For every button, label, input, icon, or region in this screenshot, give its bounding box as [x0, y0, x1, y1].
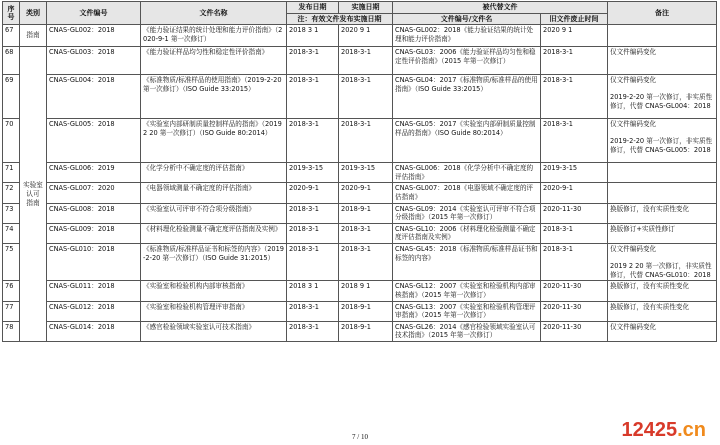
cell-name: 《实验室和检验机构内部审核指南》 — [141, 281, 287, 301]
cell-code: CNAS-GL003：2018 — [47, 47, 141, 75]
cell-code: CNAS-GL004：2018 — [47, 75, 141, 119]
cell-seq: 70 — [3, 119, 20, 163]
cell-seq: 78 — [3, 321, 20, 341]
cell-pub-date: 2018-3-1 — [287, 301, 339, 321]
category-line: 指南 — [26, 198, 40, 207]
cell-name: 《化学分析中不确定度的评估指南》 — [141, 163, 287, 183]
cell-impl-date: 2018-3-1 — [339, 119, 393, 163]
table-row — [3, 321, 717, 341]
cell-old-abolish: 2020-11-30 — [541, 301, 608, 321]
cell-remark: 换版修订+实质性修订 — [608, 223, 717, 243]
cell-code: CNAS-GL009：2018 — [47, 223, 141, 243]
cell-impl-date: 2020-9-1 — [339, 183, 393, 203]
table-row — [3, 163, 717, 183]
cell-old-abolish: 2018-3-1 — [541, 223, 608, 243]
cell-old-abolish: 2020-9-1 — [541, 183, 608, 203]
cell-code: CNAS-GL002：2018 — [47, 25, 141, 47]
cell-seq: 67 — [3, 25, 20, 47]
cell-old-abolish: 2019-3-15 — [541, 163, 608, 183]
cell-replaced: CNAS-GL09：2014《实验室认可评审不符合项分级指南》（2015 年第一次修订） — [393, 203, 541, 223]
cell-old-abolish: 2018-3-1 — [541, 75, 608, 119]
cell-pub-date: 2020-9-1 — [287, 183, 339, 203]
header-replaced-code: 文件编号/文件名 — [393, 13, 541, 25]
table-row — [3, 243, 717, 280]
category-line: 实验室 — [23, 180, 43, 189]
cell-code: CNAS-GL011：2018 — [47, 281, 141, 301]
cell-name: 《实验室认可评审不符合项分级指南》 — [141, 203, 287, 223]
cell-category-lab — [20, 47, 47, 342]
cell-seq: 71 — [3, 163, 20, 183]
cell-pub-date: 2018-3-1 — [287, 75, 339, 119]
cell-pub-date: 2018-3-1 — [287, 203, 339, 223]
cell-old-abolish: 2020-11-30 — [541, 203, 608, 223]
cell-seq: 73 — [3, 203, 20, 223]
header-old-abolish: 旧文件废止时间 — [541, 13, 608, 25]
cell-code: CNAS-GL007：2020 — [47, 183, 141, 203]
cell-seq: 74 — [3, 223, 20, 243]
cell-impl-date: 2019-3-15 — [339, 163, 393, 183]
cell-replaced: CNAS-GL002：2018《能力验证结果的统计处理和能力评价指南》 — [393, 25, 541, 47]
cell-remark: 仅文件编码变化 2019-2-20 第一次修订，非实质性修订，代替 CNAS-GL005：2018 — [608, 119, 717, 163]
cell-old-abolish: 2020 9 1 — [541, 25, 608, 47]
cell-code: CNAS-GL008：2018 — [47, 203, 141, 223]
table-row — [3, 203, 717, 223]
watermark-logo — [621, 419, 706, 442]
cell-remark — [608, 183, 717, 203]
cell-old-abolish: 2018-3-1 — [541, 119, 608, 163]
cell-replaced: CNAS-GL13：2007《实验室和检验机构管理评审指南》（2015 年第一次修订） — [393, 301, 541, 321]
table-body — [3, 25, 717, 342]
cell-code: CNAS-GL014：2018 — [47, 321, 141, 341]
cell-impl-date: 2018-9-1 — [339, 321, 393, 341]
cell-replaced: CNAS-GL05：2017《实验室内部研制质量控制样品的指南》（ISO Guide 80:2014） — [393, 119, 541, 163]
cell-name: 《材料理化检验测量不确定度评估指南及实例》 — [141, 223, 287, 243]
header-replaced: 被代替文件 — [393, 2, 608, 14]
cell-replaced: CNAS-GL03：2006《能力验证样品均匀性和稳定性评价指南》（2015 年第一次修订） — [393, 47, 541, 75]
cell-impl-date: 2020 9 1 — [339, 25, 393, 47]
cell-code: CNAS-GL010：2018 — [47, 243, 141, 280]
cell-pub-date: 2018-3-1 — [287, 243, 339, 280]
cell-code: CNAS-GL012：2018 — [47, 301, 141, 321]
header-category: 类别 — [20, 2, 47, 25]
cell-name: 《感官检验领域实验室认可技术指南》 — [141, 321, 287, 341]
header-date-note: 注：有效文件发布实施日期 — [287, 13, 393, 25]
cell-impl-date: 2018 9 1 — [339, 281, 393, 301]
cell-name: 《标准物质/标准样品的使用指南》（2019-2-20 第一次修订）（ISO Guide 33:2015） — [141, 75, 287, 119]
cell-name: 《标准物质/标准样品证书和标签的内容》（2019-2-20 第一次修订）（ISO Guide 31:2015） — [141, 243, 287, 280]
cell-code: CNAS-GL005：2018 — [47, 119, 141, 163]
table-row — [3, 281, 717, 301]
cell-seq: 75 — [3, 243, 20, 280]
cell-old-abolish: 2018-3-1 — [541, 243, 608, 280]
cell-impl-date: 2018-3-1 — [339, 75, 393, 119]
cell-remark: 仅文件编码变化 2019 2 20 第一次修订，非实质性修订，代替 CNAS-GL010：2018 — [608, 243, 717, 280]
cell-pub-date: 2018-3-1 — [287, 47, 339, 75]
watermark-dot: . — [677, 419, 683, 441]
cell-old-abolish: 2020-11-30 — [541, 321, 608, 341]
header-name: 文件名称 — [141, 2, 287, 25]
table-row — [3, 75, 717, 119]
table-row — [3, 25, 717, 47]
cell-code: CNAS-GL006：2019 — [47, 163, 141, 183]
cell-replaced: CNAS-GL45：2018《标准物质/标准样品证书和标签的内容》 — [393, 243, 541, 280]
cell-pub-date: 2018 3 1 — [287, 281, 339, 301]
cell-impl-date: 2018-3-1 — [339, 243, 393, 280]
cell-replaced: CNAS-GL006：2018《化学分析中不确定度的评估指南》 — [393, 163, 541, 183]
table-row — [3, 223, 717, 243]
cell-pub-date: 2019-3-15 — [287, 163, 339, 183]
cell-remark: 换版修订，没有实质性变化 — [608, 203, 717, 223]
cell-seq: 77 — [3, 301, 20, 321]
header-pub-date: 发布日期 — [287, 2, 339, 14]
cell-name: 《实验室内部研制质量控制样品的指南》（2019 2 20 第一次修订）（ISO Guide 80:2014） — [141, 119, 287, 163]
cell-old-abolish: 2018-3-1 — [541, 47, 608, 75]
header-code: 文件编号 — [47, 2, 141, 25]
watermark-suffix: cn — [682, 419, 706, 441]
cell-replaced: CNAS-GL10：2006《材料理化检验测量不确定度评估指南及实例》 — [393, 223, 541, 243]
cell-remark: 换版修订，没有实质性变化 — [608, 281, 717, 301]
cell-seq: 69 — [3, 75, 20, 119]
cell-pub-date: 2018-3-1 — [287, 119, 339, 163]
cell-seq: 76 — [3, 281, 20, 301]
cell-seq: 72 — [3, 183, 20, 203]
cell-impl-date: 2018-3-1 — [339, 47, 393, 75]
table-row — [3, 119, 717, 163]
cell-seq: 68 — [3, 47, 20, 75]
cell-old-abolish: 2020-11-30 — [541, 281, 608, 301]
cell-pub-date: 2018-3-1 — [287, 223, 339, 243]
header-seq: 序号 — [3, 2, 20, 25]
standards-table — [2, 1, 717, 342]
cell-impl-date: 2018-9-1 — [339, 203, 393, 223]
cell-pub-date: 2018 3 1 — [287, 25, 339, 47]
cell-category-guide: 指南 — [20, 25, 47, 47]
category-line: 认可 — [26, 189, 40, 198]
header-impl-date: 实施日期 — [339, 2, 393, 14]
cell-remark: 仅文件编码变化 — [608, 47, 717, 75]
cell-replaced: CNAS-GL12：2007《实验室和检验机构内部审核指南》（2015 年第一次修订） — [393, 281, 541, 301]
table-row — [3, 183, 717, 203]
cell-replaced: CNAS-GL26：2014《感官检验领域实验室认可技术指南》（2015 年第一次修订） — [393, 321, 541, 341]
table-row — [3, 47, 717, 75]
cell-name: 《能力验证样品均匀性和稳定性评价指南》 — [141, 47, 287, 75]
table-row — [3, 301, 717, 321]
cell-name: 《电器领域测量不确定度的评估指南》 — [141, 183, 287, 203]
cell-pub-date: 2018-3-1 — [287, 321, 339, 341]
cell-remark — [608, 25, 717, 47]
cell-remark: 仅文件编码变化 — [608, 321, 717, 341]
header-remark: 备注 — [608, 2, 717, 25]
page-number: 7 / 10 — [352, 433, 368, 441]
cell-replaced: CNAS-GL007：2018《电器领域不确定度的评估指南》 — [393, 183, 541, 203]
cell-remark — [608, 163, 717, 183]
cell-replaced: CNAS-GL04：2017《标准物质/标准样品的使用指南》（ISO Guide 33:2015） — [393, 75, 541, 119]
cell-name: 《能力验证结果的统计处理和能力评价指南》（2020-9-1 第一次修订） — [141, 25, 287, 47]
cell-name: 《实验室和检验机构管理评审指南》 — [141, 301, 287, 321]
cell-impl-date: 2018-9-1 — [339, 301, 393, 321]
cell-remark: 仅文件编码变化 2019-2-20 第一次修订，非实质性修订，代替 CNAS-GL004：2018 — [608, 75, 717, 119]
cell-remark: 换版修订，没有实质性变化 — [608, 301, 717, 321]
cell-impl-date: 2018-3-1 — [339, 223, 393, 243]
watermark-digits: 12425 — [621, 419, 678, 441]
